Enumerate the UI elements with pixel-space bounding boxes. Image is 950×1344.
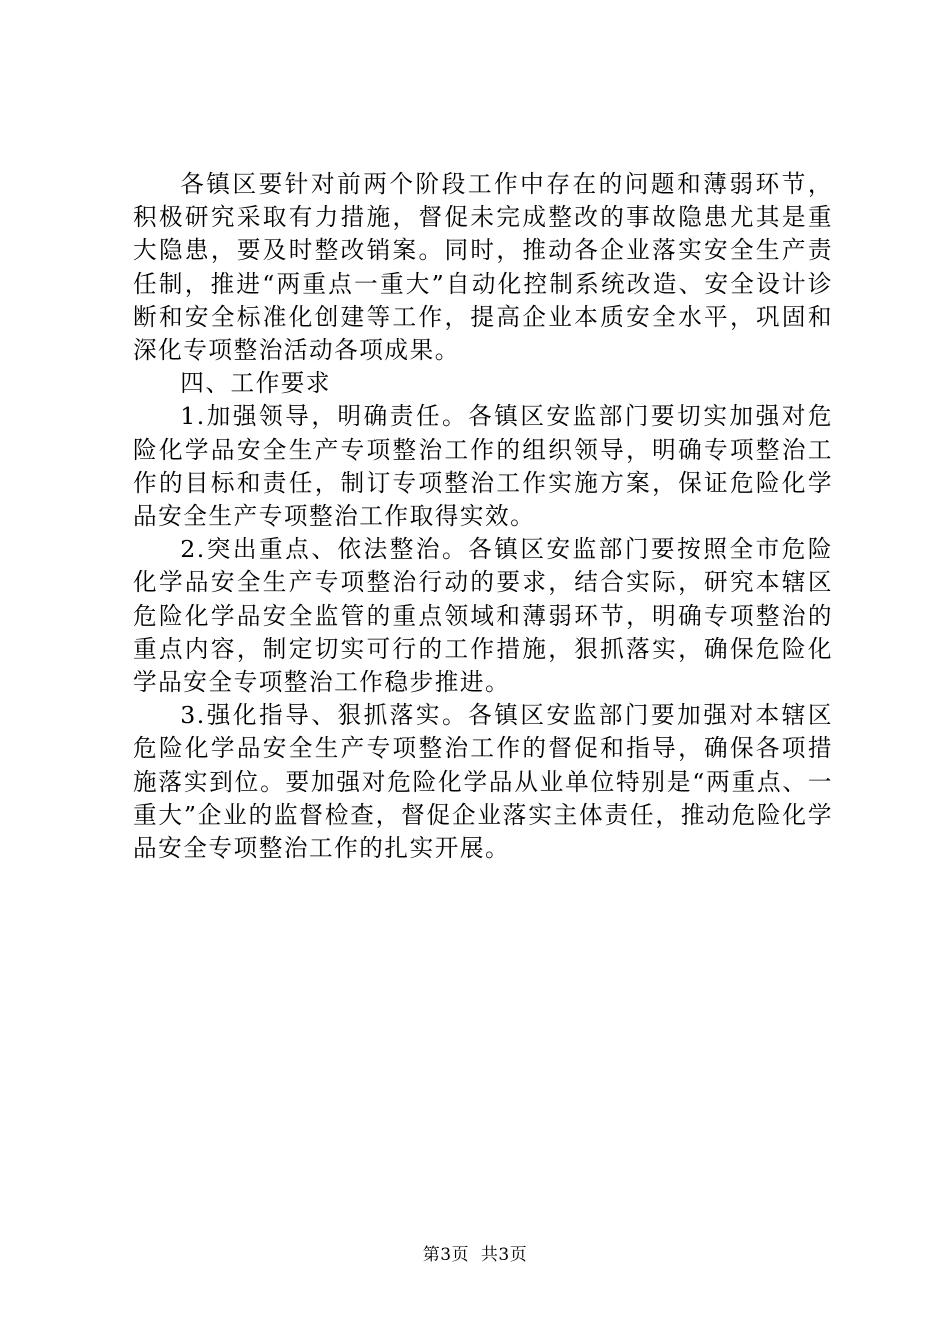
page-number-label: 第3页 共3页 bbox=[422, 1245, 528, 1265]
document-body bbox=[133, 168, 833, 865]
paragraph-consolidation: 各镇区要针对前两个阶段工作中存在的问题和薄弱环节，积极研究采取有力措施，督促未完成整改的事故隐患尤其是重大隐患，要及时整改销案。同时，推动各企业落实安全生产责任制，推进“两重点一重大”自动化控制系统改造、安全设计诊断和安全标准化创建等工作，提高企业本质安全水平，巩固和深化专项整治活动各项成果。 bbox=[133, 170, 833, 365]
paragraph-requirement-1: 1.加强领导，明确责任。各镇区安监部门要切实加强对危险化学品安全生产专项整治工作的组织领导，明确专项整治工作的目标和责任，制订专项整治工作实施方案，保证危险化学品安全生产专项整治工作取得实效。 bbox=[133, 402, 833, 531]
paragraph-requirement-3: 3.强化指导、狠抓落实。各镇区安监部门要加强对本辖区危险化学品安全生产专项整治工作的督促和指导，确保各项措施落实到位。要加强对危险化学品从业单位特别是“两重点、一重大”企业的监督检查，督促企业落实主体责任，推动危险化学品安全专项整治工作的扎实开展。 bbox=[133, 701, 833, 863]
page-footer bbox=[0, 1244, 950, 1266]
section-heading-work-requirements: 四、工作要求 bbox=[180, 369, 332, 398]
paragraph-requirement-2: 2.突出重点、依法整治。各镇区安监部门要按照全市危险化学品安全生产专项整治行动的要求，结合实际，研究本辖区危险化学品安全监管的重点领域和薄弱环节，明确专项整治的重点内容，制定切实可行的工作措施，狠抓落实，确保危险化学品安全专项整治工作稳步推进。 bbox=[133, 535, 833, 697]
